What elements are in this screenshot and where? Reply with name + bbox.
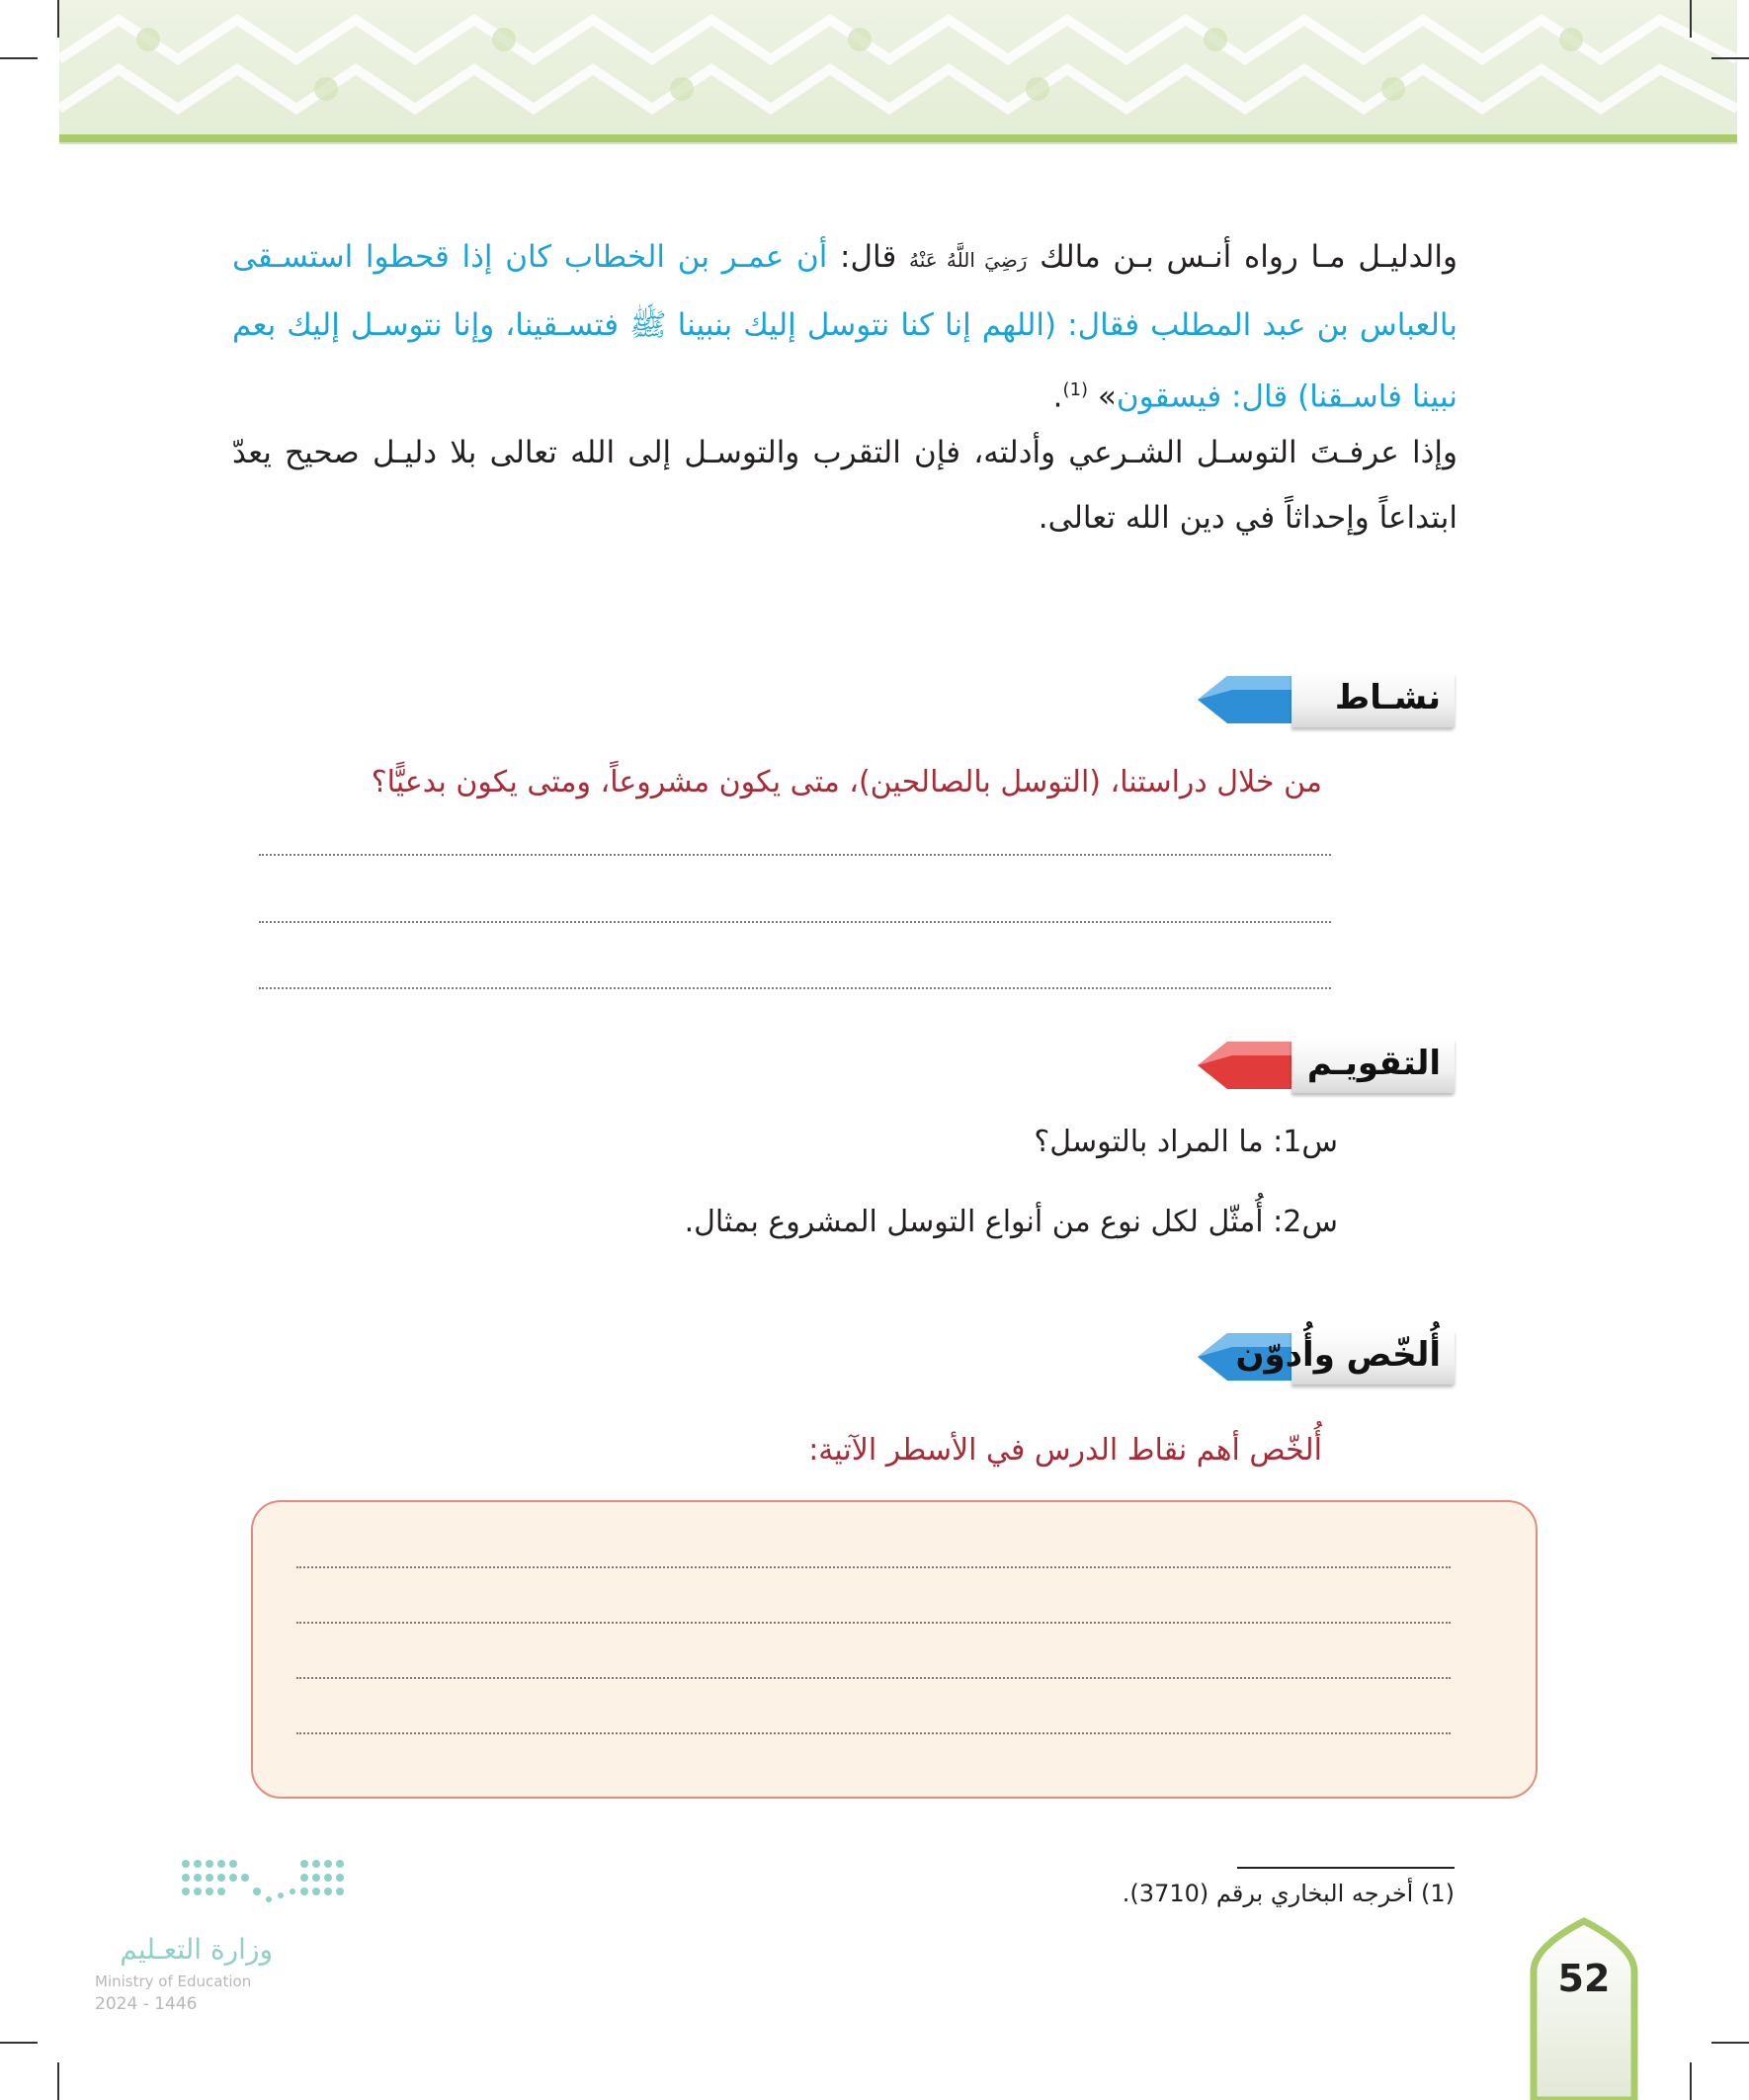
paragraph-end: .: [1052, 378, 1063, 415]
crop-mark: [0, 2042, 38, 2044]
activity-label-box: [1291, 672, 1455, 727]
crop-mark: [1711, 57, 1749, 59]
paragraph-intro: والدليـل مـا رواه أنـس بـن مالك: [1027, 239, 1458, 275]
ministry-dots-icon: [174, 1856, 431, 1915]
summary-header: [1188, 1329, 1455, 1385]
activity-question: من خلال دراستنا، (التوسل بالصالحين)، متى يكون مشروعاً، ومتى يكون بدعيًّا؟: [371, 765, 1322, 799]
activity-title: نشـاط: [1334, 678, 1441, 717]
summary-box: [251, 1500, 1538, 1799]
page-number: 52: [1557, 1957, 1611, 2000]
footnote-separator: [1237, 1867, 1455, 1869]
salutation-symbol: ﷺ: [629, 307, 667, 343]
bidah-paragraph: وإذا عرفـتَ التوسـل الشـرعي وأدلته، فإن التقرب والتوسـل إلى الله تعالى بلا دليـل صحيح يعدّ ابتداعاً وإحداثاً في دين الله تعالى.: [232, 435, 1458, 536]
footnote-reference: (1): [1062, 379, 1089, 400]
red-tab-icon: [1188, 1038, 1306, 1093]
answer-line[interactable]: [259, 987, 1331, 989]
honorific: رَضِيَ اللَّهُ عَنْهُ: [908, 248, 1028, 272]
crop-mark: [57, 2062, 59, 2100]
crop-mark: [57, 0, 59, 38]
crop-mark: [1690, 2062, 1692, 2100]
summary-line[interactable]: [296, 1732, 1451, 1734]
blue-tab-icon: [1188, 672, 1306, 727]
evaluation-question-2: س2: أُمثّل لكل نوع من أنواع التوسل المشروع بمثال.: [684, 1205, 1338, 1239]
crop-mark: [1711, 2042, 1749, 2044]
ministry-name-arabic: وزارة التعـليم: [120, 1933, 273, 1966]
summary-label-box: [1235, 1329, 1455, 1385]
ministry-name-english: Ministry of Education: [95, 1973, 252, 1990]
ministry-year: 2024 - 1446: [95, 1994, 198, 2014]
footnote: (1) أخرجه البخاري برقم (3710).: [1122, 1880, 1455, 1907]
header-light-bar: [59, 142, 1737, 144]
crop-mark: [1690, 0, 1692, 38]
activity-header: [1188, 672, 1455, 727]
header-green-bar: [59, 134, 1737, 142]
evaluation-label-box: [1291, 1038, 1455, 1093]
summary-instruction: أُلخّص أهم نقاط الدرس في الأسطر الآتية:: [808, 1433, 1322, 1468]
said-text: قال:: [827, 239, 909, 275]
header-pattern-band: [59, 0, 1737, 136]
closing-quote: »: [1097, 378, 1117, 415]
page-tab-shape: [1530, 1917, 1638, 2100]
crop-mark: [0, 57, 38, 59]
evidence-paragraph: [232, 224, 1458, 429]
summary-line[interactable]: [296, 1566, 1451, 1568]
geometric-pattern: [59, 0, 1737, 136]
answer-line[interactable]: [259, 854, 1331, 856]
evaluation-question-1: س1: ما المراد بالتوسل؟: [1034, 1125, 1338, 1159]
summary-line[interactable]: [296, 1622, 1451, 1624]
hadith-text-2: فتسـقينا، وإنا نتوسـل إليك بعم نبينا فاسـقنا) قال: فيسقون: [232, 307, 1458, 415]
summary-title: أُلخّص وأُدوّن: [1235, 1335, 1441, 1375]
answer-line[interactable]: [259, 921, 1331, 923]
evaluation-title: التقويـم: [1306, 1044, 1441, 1083]
hadith-text-1: أن عمـر بن الخطاب كان إذا قحطوا استسـقى بالعباس بن عبد المطلب فقال: (اللهم إنا كنا نتوسل إليك بنبينا: [232, 239, 1458, 343]
evaluation-header: [1188, 1038, 1455, 1093]
summary-line[interactable]: [296, 1677, 1451, 1679]
